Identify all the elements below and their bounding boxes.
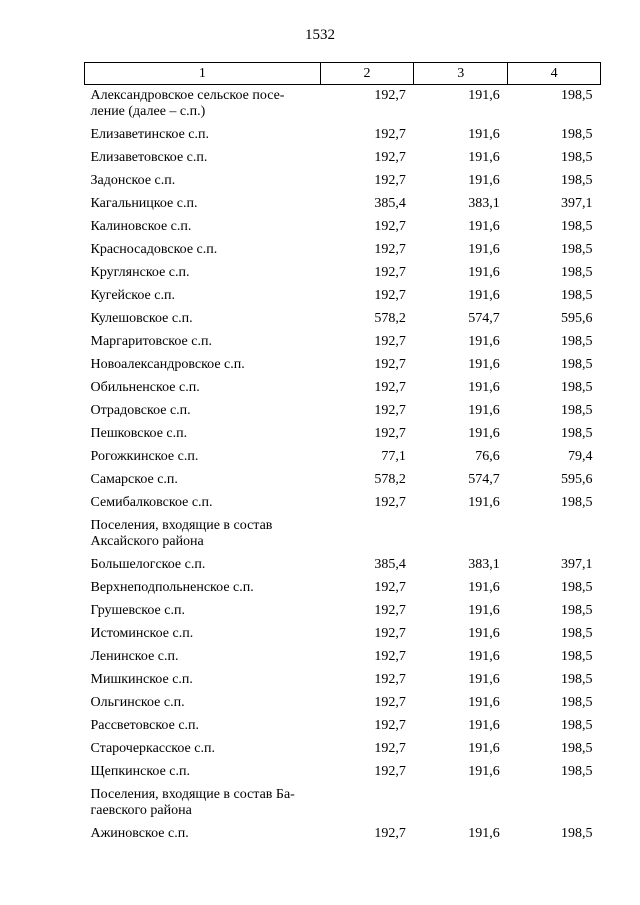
column-4-value: 198,5 — [561, 127, 593, 142]
table-row — [85, 602, 601, 625]
column-2-value: 385,4 — [374, 196, 406, 211]
column-3-value: 191,6 — [468, 426, 500, 441]
settlement-name-cell: Елизаветовское с.п. — [90, 150, 208, 165]
column-4-value: 198,5 — [561, 380, 593, 395]
column-2-value: 192,7 — [374, 672, 406, 687]
table-row — [85, 648, 601, 671]
column-2-value: 192,7 — [374, 219, 406, 234]
settlement-name-cell: Рассветовское с.п. — [90, 718, 200, 733]
settlement-name-cell: Поселения, входящие в состав Ба- гаевского района — [90, 787, 295, 818]
column-4-value: 198,5 — [561, 334, 593, 349]
column-2-value: 192,7 — [374, 764, 406, 779]
table-row — [85, 310, 601, 333]
table-row — [85, 448, 601, 471]
column-4-value — [508, 786, 601, 825]
settlement-name-cell: Круглянское с.п. — [90, 265, 190, 280]
column-3-value: 191,6 — [468, 334, 500, 349]
table-row — [85, 287, 601, 310]
table-row — [85, 218, 601, 241]
column-header-3: 3 — [414, 63, 508, 85]
table-row — [85, 195, 601, 218]
settlement-name-cell: Новоалександровское с.п. — [90, 357, 245, 372]
settlement-name-cell: Ольгинское с.п. — [90, 695, 185, 710]
column-3-value: 191,6 — [468, 826, 500, 841]
column-4-value: 198,5 — [561, 219, 593, 234]
column-3-value: 191,6 — [468, 219, 500, 234]
column-3-value: 76,6 — [475, 449, 500, 464]
column-3-value: 191,6 — [468, 695, 500, 710]
column-3-value: 191,6 — [468, 127, 500, 142]
column-4-value — [508, 517, 601, 556]
column-2-value: 385,4 — [374, 557, 406, 572]
column-4-value: 198,5 — [561, 150, 593, 165]
column-4-value: 198,5 — [561, 173, 593, 188]
table-row — [85, 85, 601, 127]
column-3-value: 191,6 — [468, 380, 500, 395]
table-row — [85, 740, 601, 763]
column-3-value: 574,7 — [468, 472, 500, 487]
table-row — [85, 763, 601, 786]
settlement-name-cell: Александровское сельское посе- ление (далее – с.п.) — [90, 88, 285, 119]
column-4-value: 397,1 — [561, 196, 593, 211]
column-3-value: 574,7 — [468, 311, 500, 326]
column-3-value: 191,6 — [468, 741, 500, 756]
table-row — [85, 149, 601, 172]
column-2-value — [320, 786, 414, 825]
column-2-value: 192,7 — [374, 380, 406, 395]
column-4-value: 198,5 — [561, 603, 593, 618]
column-2-value: 578,2 — [374, 311, 406, 326]
table-row — [85, 471, 601, 494]
column-2-value: 192,7 — [374, 173, 406, 188]
table-row — [85, 333, 601, 356]
table-row — [85, 172, 601, 195]
column-header-2: 2 — [320, 63, 414, 85]
settlement-name-cell: Задонское с.п. — [90, 173, 176, 188]
column-3-value: 191,6 — [468, 288, 500, 303]
column-4-value: 198,5 — [561, 718, 593, 733]
column-2-value: 192,7 — [374, 580, 406, 595]
column-2-value: 192,7 — [374, 265, 406, 280]
column-2-value: 578,2 — [374, 472, 406, 487]
column-4-value: 79,4 — [568, 449, 593, 464]
column-3-value: 191,6 — [468, 173, 500, 188]
column-2-value: 192,7 — [374, 357, 406, 372]
column-2-value: 192,7 — [374, 242, 406, 257]
table-row — [85, 241, 601, 264]
table-row — [85, 825, 601, 848]
settlement-name-cell: Пешковское с.п. — [90, 426, 188, 441]
column-4-value: 198,5 — [561, 649, 593, 664]
settlement-name-cell: Истоминское с.п. — [90, 626, 194, 641]
column-2-value: 192,7 — [374, 127, 406, 142]
settlement-name-cell: Поселения, входящие в состав Аксайского района — [90, 518, 273, 549]
column-2-value — [320, 517, 414, 556]
settlement-name-cell: Семибалковское с.п. — [90, 495, 213, 510]
column-3-value: 191,6 — [468, 649, 500, 664]
column-4-value: 198,5 — [561, 426, 593, 441]
column-2-value: 192,7 — [374, 741, 406, 756]
column-4-value: 198,5 — [561, 288, 593, 303]
page-number: 1532 — [305, 27, 335, 43]
column-header-1: 1 — [85, 63, 321, 85]
column-2-value: 192,7 — [374, 649, 406, 664]
column-4-value: 198,5 — [561, 695, 593, 710]
column-2-value: 192,7 — [374, 288, 406, 303]
table-row — [85, 625, 601, 648]
column-4-value: 198,5 — [561, 88, 593, 103]
column-4-value: 595,6 — [561, 311, 593, 326]
settlement-name-cell: Отрадовское с.п. — [90, 403, 191, 418]
settlement-name-cell: Старочеркасское с.п. — [90, 741, 215, 756]
column-3-value: 383,1 — [468, 196, 500, 211]
table-row — [85, 786, 601, 825]
column-2-value: 192,7 — [374, 495, 406, 510]
column-4-value: 198,5 — [561, 672, 593, 687]
column-3-value: 191,6 — [468, 265, 500, 280]
column-2-value: 192,7 — [374, 426, 406, 441]
column-4-value: 397,1 — [561, 557, 593, 572]
column-3-value: 191,6 — [468, 88, 500, 103]
table-row — [85, 402, 601, 425]
column-3-value: 191,6 — [468, 764, 500, 779]
column-4-value: 198,5 — [561, 741, 593, 756]
settlement-name-cell: Красносадовское с.п. — [90, 242, 218, 257]
header-row — [85, 63, 601, 85]
column-4-value: 198,5 — [561, 826, 593, 841]
column-3-value: 191,6 — [468, 672, 500, 687]
settlement-name-cell: Ленинское с.п. — [90, 649, 179, 664]
settlement-name-cell: Щепкинское с.п. — [90, 764, 191, 779]
column-2-value: 192,7 — [374, 826, 406, 841]
table-row — [85, 425, 601, 448]
column-3-value: 191,6 — [468, 403, 500, 418]
column-4-value: 198,5 — [561, 242, 593, 257]
column-2-value: 192,7 — [374, 403, 406, 418]
column-3-value: 191,6 — [468, 718, 500, 733]
column-4-value: 198,5 — [561, 403, 593, 418]
column-2-value: 192,7 — [374, 695, 406, 710]
column-header-4: 4 — [508, 63, 601, 85]
column-3-value: 191,6 — [468, 357, 500, 372]
column-2-value: 77,1 — [381, 449, 406, 464]
settlement-name-cell: Самарское с.п. — [90, 472, 178, 487]
settlement-name-cell: Верхнеподпольненское с.п. — [90, 580, 254, 595]
column-4-value: 198,5 — [561, 764, 593, 779]
column-4-value: 198,5 — [561, 626, 593, 641]
settlement-name-cell: Калиновское с.п. — [90, 219, 192, 234]
column-3-value: 191,6 — [468, 150, 500, 165]
column-2-value: 192,7 — [374, 150, 406, 165]
column-2-value: 192,7 — [374, 334, 406, 349]
column-3-value: 191,6 — [468, 626, 500, 641]
column-3-value: 383,1 — [468, 557, 500, 572]
settlement-name-cell: Кагальницкое с.п. — [90, 196, 198, 211]
column-4-value: 198,5 — [561, 580, 593, 595]
settlement-name-cell: Рогожкинское с.п. — [90, 449, 199, 464]
settlement-name-cell: Грушевское с.п. — [90, 603, 185, 618]
column-3-value — [414, 517, 508, 556]
settlement-name-cell: Большелогское с.п. — [90, 557, 206, 572]
column-2-value: 192,7 — [374, 88, 406, 103]
column-3-value: 191,6 — [468, 495, 500, 510]
column-4-value: 198,5 — [561, 357, 593, 372]
settlement-name-cell: Кулешовское с.п. — [90, 311, 193, 326]
column-2-value: 192,7 — [374, 603, 406, 618]
column-4-value: 198,5 — [561, 495, 593, 510]
table-row — [85, 264, 601, 287]
table-row — [85, 126, 601, 149]
table-row — [85, 356, 601, 379]
table-row — [85, 494, 601, 517]
settlement-name-cell: Елизаветинское с.п. — [90, 127, 210, 142]
settlement-name-cell: Ажиновское с.п. — [90, 826, 189, 841]
column-3-value: 191,6 — [468, 580, 500, 595]
table-row — [85, 671, 601, 694]
column-2-value: 192,7 — [374, 718, 406, 733]
table-row — [85, 717, 601, 740]
column-3-value — [414, 786, 508, 825]
settlement-name-cell: Маргаритовское с.п. — [90, 334, 212, 349]
column-3-value: 191,6 — [468, 242, 500, 257]
data-table — [84, 62, 601, 848]
table-row — [85, 579, 601, 602]
settlement-name-cell: Мишкинское с.п. — [90, 672, 193, 687]
column-2-value: 192,7 — [374, 626, 406, 641]
table-row — [85, 694, 601, 717]
settlement-name-cell: Кугейское с.п. — [90, 288, 175, 303]
column-3-value: 191,6 — [468, 603, 500, 618]
settlement-name-cell: Обильненское с.п. — [90, 380, 200, 395]
column-4-value: 198,5 — [561, 265, 593, 280]
table-row — [85, 556, 601, 579]
column-4-value: 595,6 — [561, 472, 593, 487]
table-row — [85, 379, 601, 402]
table-row — [85, 517, 601, 556]
